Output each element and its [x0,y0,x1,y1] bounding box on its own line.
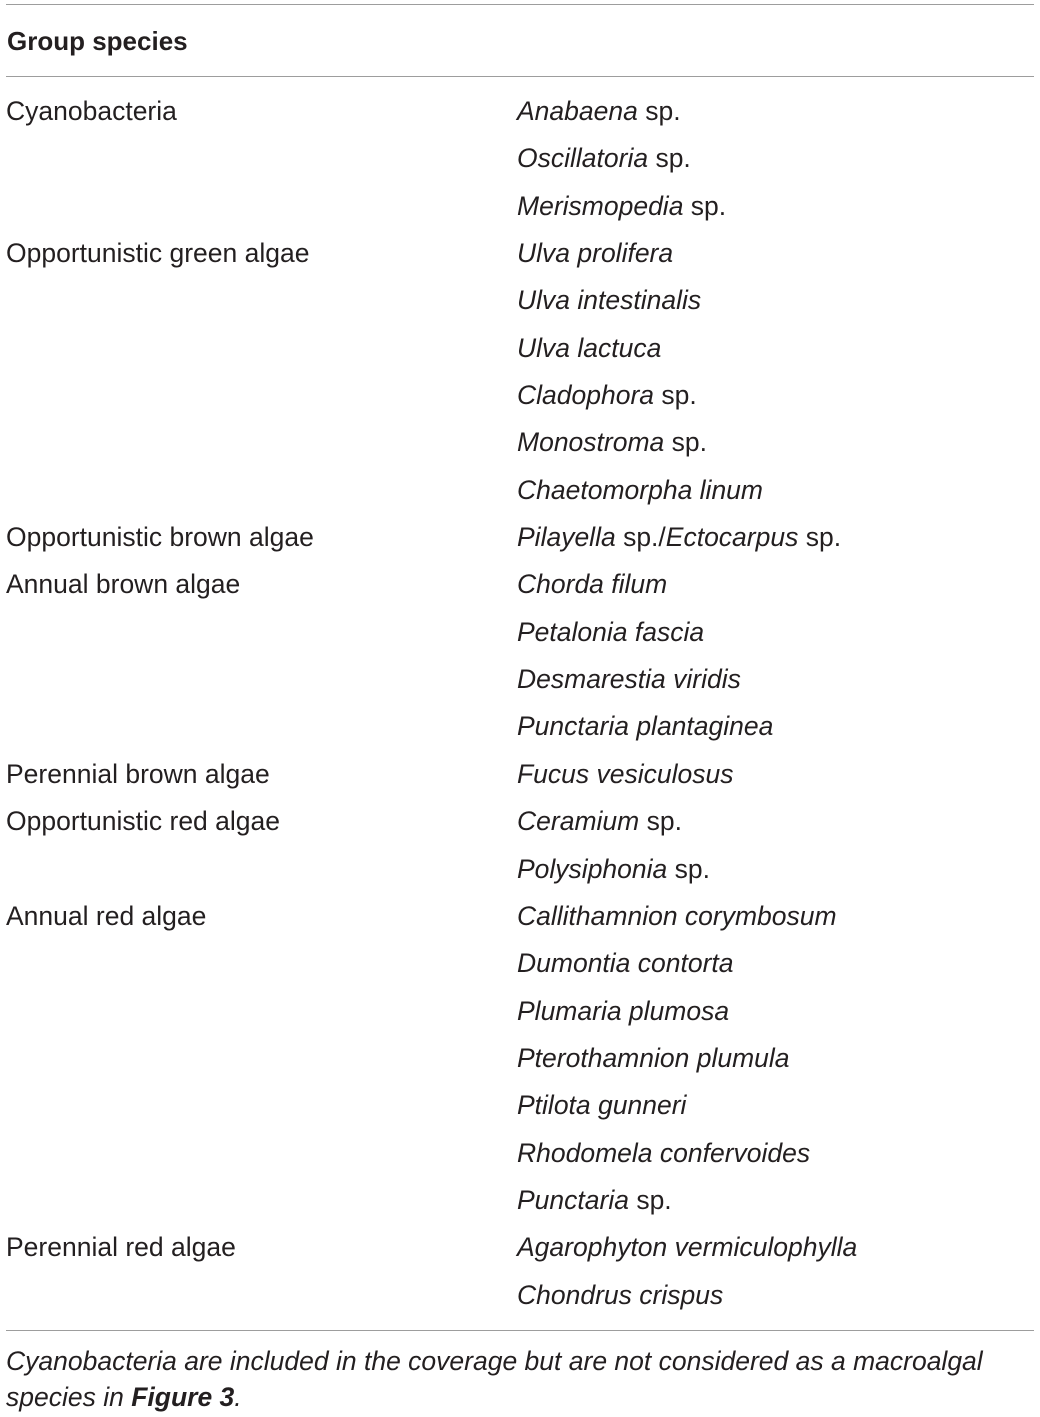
table-row [0,609,1040,656]
species-name: Anabaena [517,96,638,126]
species-name: Dumontia contorta [517,948,734,979]
table-row [0,230,1040,277]
table-row [0,798,1040,845]
species-name: Desmarestia viridis [517,664,741,695]
species-name: Ulva prolifera [517,238,674,269]
table-row [0,1130,1040,1177]
species-cell [517,1177,672,1224]
species-cell [517,277,701,324]
species-name: Callithamnion corymbosum [517,900,837,931]
table-row [0,135,1040,182]
species-cell [517,940,734,987]
table-row [0,1082,1040,1129]
species-cell [517,372,697,419]
species-name: Punctaria [517,1184,629,1215]
table-row [0,561,1040,608]
species-name: Petalonia fascia [517,616,705,647]
group-cell: Perennial brown algae [6,758,270,789]
table-row [0,1272,1040,1319]
table-header-rule [6,76,1034,77]
species-name: Monostroma [517,427,665,458]
species-name: Fucus vesiculosus [517,758,734,789]
table-row [0,893,1040,940]
species-cell [517,230,673,277]
table-body [0,88,1040,1319]
species-cell [517,798,682,845]
table-header: Group species [7,26,188,56]
species-cell [517,893,837,940]
species-cell [517,419,707,466]
species-cell [517,467,763,514]
species-name: Agarophyton vermiculophylla [517,1232,858,1263]
species-name: Cladophora [517,380,655,411]
table-row [0,988,1040,1035]
species-cell [517,1272,723,1319]
table-row [0,88,1040,135]
group-cell: Opportunistic brown algae [6,522,314,553]
table-row [0,846,1040,893]
species-suffix: sp. [664,427,707,458]
table-row [0,1177,1040,1224]
species-cell [517,183,726,230]
species-suffix: sp. [639,806,682,837]
table-row [0,372,1040,419]
species-name: Polysiphonia [517,853,668,884]
species-name: Ulva intestinalis [517,285,702,316]
species-name: Chorda filum [517,569,668,600]
group-cell: Opportunistic red algae [6,806,280,837]
species-cell [517,88,681,135]
table-row [0,277,1040,324]
table-row [0,656,1040,703]
species-cell [517,751,734,798]
table-top-rule [6,4,1034,5]
species-name: Oscillatoria [517,143,649,174]
group-cell: Perennial red algae [6,1232,236,1263]
table-row [0,514,1040,561]
table-row [0,1035,1040,1082]
species-name: Ptilota gunneri [517,1090,687,1121]
species-cell [517,1035,790,1082]
table-footnote [6,1343,1040,1415]
species-cell [517,135,691,182]
species-suffix: sp. [648,143,691,174]
species-suffix: sp./ [615,522,666,553]
species-name: Ulva lactuca [517,332,662,363]
species-name: Plumaria plumosa [517,995,730,1026]
group-cell: Opportunistic green algae [6,238,310,269]
species-cell [517,846,710,893]
species-cell [517,703,773,750]
table-row [0,419,1040,466]
species-suffix: sp. [637,96,681,126]
species-name: Rhodomela confervoides [517,1137,811,1168]
species-suffix: sp. [654,380,697,411]
group-cell: Cyanobacteria [6,96,177,126]
table-row [0,751,1040,798]
footnote-text: Cyanobacteria are included in the coverage but are not considered as a macroalgal species in [6,1346,983,1412]
species-cell [517,561,667,608]
species-suffix: sp. [798,522,842,553]
species-name: Merismopedia [517,190,684,221]
group-cell: Annual brown algae [6,569,241,600]
table-row [0,940,1040,987]
group-cell: Annual red algae [6,900,207,931]
species-name: Punctaria plantaginea [517,711,774,742]
table-row [0,467,1040,514]
species-cell [517,1224,857,1271]
species-name: Pilayella [517,522,616,553]
species-cell [517,609,704,656]
species-cell [517,325,661,372]
species-cell [517,1082,686,1129]
species-suffix: sp. [628,1184,672,1215]
species-cell [517,1130,810,1177]
species-suffix: sp. [683,190,727,221]
species-name: Ceramium [517,806,640,837]
table-row [0,183,1040,230]
species-cell [517,514,841,561]
species-name: Ectocarpus [665,522,799,553]
table-row [0,325,1040,372]
table-bottom-rule [6,1330,1034,1331]
species-cell [517,988,729,1035]
species-name: Chaetomorpha linum [517,474,763,505]
footnote-end: . [234,1382,242,1412]
figure-reference: Figure 3 [131,1382,235,1412]
table-row [0,1224,1040,1271]
species-cell [517,656,741,703]
species-name: Pterothamnion plumula [517,1042,790,1073]
species-name: Chondrus crispus [517,1279,724,1310]
table-row [0,703,1040,750]
species-suffix: sp. [667,853,710,884]
